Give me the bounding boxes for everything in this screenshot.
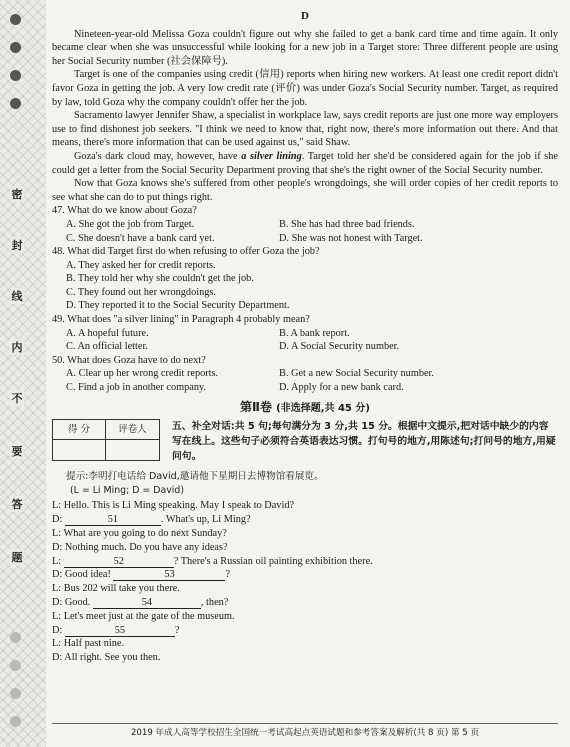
- punch-hole: [10, 632, 21, 643]
- score-cell[interactable]: [53, 440, 106, 460]
- page-footer: 2019 年成人高等学校招生全国统一考试高起点英语试题和参考答案及解析(共 8 页) 第 5 页: [52, 723, 558, 738]
- passage-paragraph-4: [52, 150, 558, 177]
- option-d[interactable]: D. Apply for a new bank card.: [279, 382, 404, 394]
- blank-53[interactable]: 53: [113, 569, 225, 581]
- blank-54[interactable]: 54: [93, 597, 201, 609]
- line-text: L: Let's meet just at the gate of the museum.: [52, 610, 235, 622]
- line-text: D: All right. See you then.: [52, 652, 161, 664]
- passage-paragraph-1: Nineteen-year-old Melissa Goza couldn't figure out why she failed to get a bank card time and time again. It only became clear when she was unsuccessful while looking for a new job in a Target store: Three different people are using her Social Security number (社会保障号).: [52, 28, 558, 67]
- option-a[interactable]: A. She got the job from Target.: [66, 218, 195, 230]
- dialogue-hint: 提示:李明打电话给 David,邀请他下星期日去博物馆看展览。: [66, 471, 324, 483]
- option-b[interactable]: B. A bank report.: [279, 327, 350, 339]
- passage-paragraph-2: Target is one of the companies using credit (信用) reports when hiring new workers. At least one credit report didn't favor Goza in getting the job. A very low credit rate (评价) was under Goza's Social Security number. Target, as required by law, told Goza why the company couldn't offer her the job.: [52, 69, 558, 108]
- option-b[interactable]: B. They told her why she couldn't get the job.: [66, 273, 254, 285]
- punch-hole: [10, 716, 21, 727]
- dialogue-line: [52, 637, 558, 651]
- part-2-title-main: 第Ⅱ卷: [240, 399, 272, 414]
- p4-text: . Target told her she'd be considered again for the job if she could get a letter from the Social Security Department proving that she's the right owner of the Social Security number.: [52, 150, 559, 176]
- dialogue-line: [52, 610, 558, 624]
- option-a[interactable]: A. Clear up her wrong credit reports.: [66, 368, 219, 380]
- seal-char: 不: [11, 392, 23, 405]
- option-c[interactable]: C. They found out her wrongdoings.: [66, 286, 216, 298]
- dialogue-line: [52, 568, 558, 582]
- line-text: D: Nothing much. Do you have any ideas?: [52, 541, 228, 553]
- binding-margin: [0, 0, 46, 747]
- line-text: ?: [225, 569, 231, 581]
- line-text: . What's up, Li Ming?: [160, 514, 251, 526]
- option-d[interactable]: D. A Social Security number.: [279, 341, 400, 353]
- option-c[interactable]: C. She doesn't have a bank card yet.: [66, 232, 215, 244]
- question-48: [52, 245, 558, 313]
- dialogue-line: [52, 624, 558, 638]
- option-a[interactable]: A. A hopeful future.: [66, 327, 149, 339]
- dialogue-line: [52, 541, 558, 555]
- dialogue-line: [52, 513, 558, 527]
- question-stem: 48. What did Target first do when refusing to offer Goza the job?: [52, 246, 320, 258]
- option-d[interactable]: D. They reported it to the Social Security Department.: [66, 300, 290, 312]
- line-text: D: Good idea!: [52, 569, 114, 581]
- dialogue-line: [52, 555, 558, 569]
- line-text: , then?: [200, 596, 229, 608]
- dialogue-line: [52, 582, 558, 596]
- line-text: L: Hello. This is Li Ming speaking. May I speak to David?: [52, 500, 295, 512]
- dialogue-line: [52, 527, 558, 541]
- line-text: D:: [52, 624, 65, 636]
- line-text: L: What are you going to do next Sunday?: [52, 528, 227, 539]
- dialogue: [52, 499, 558, 665]
- line-text: D: Good.: [52, 596, 93, 608]
- section-letter: D: [301, 10, 309, 22]
- seal-char: 线: [11, 290, 23, 303]
- question-stem: 47. What do we know about Goza?: [52, 205, 197, 217]
- dialogue-line: [52, 596, 558, 610]
- score-label: 得 分: [53, 420, 106, 440]
- blank-51[interactable]: 51: [65, 514, 161, 526]
- punch-hole: [10, 14, 21, 25]
- option-c[interactable]: C. An official letter.: [66, 341, 148, 353]
- question-47: [52, 204, 558, 245]
- punch-hole: [10, 70, 21, 81]
- exam-page: [52, 10, 558, 665]
- p4-text: Goza's dark cloud may, however, have: [74, 150, 242, 162]
- score-box: [52, 419, 160, 461]
- passage-paragraph-5: Now that Goza knows she's suffered from other people's wrongdoings, she will order copies of her credit reports to see what she can do to put things right.: [52, 178, 558, 203]
- seal-char: 题: [11, 551, 23, 564]
- seal-char: 密: [11, 188, 23, 201]
- part-2-title: [52, 401, 558, 416]
- blank-55[interactable]: 55: [65, 625, 175, 637]
- passage-paragraph-3: Sacramento lawyer Jennifer Shaw, a specialist in workplace law, says credit reports are just one more way employers use to find dishonest job seekers. "I think we need to know that, right now, there's more information out there. And that means, there's more information that can be used against us," said Shaw.: [52, 110, 558, 149]
- line-text: D:: [52, 514, 65, 526]
- punch-hole: [10, 660, 21, 671]
- question-stem: 50. What does Goza have to do next?: [52, 354, 206, 366]
- score-row: [52, 419, 558, 464]
- dialogue-speakers: (L = Li Ming; D = David): [70, 484, 184, 496]
- punch-hole: [10, 688, 21, 699]
- seal-char: 封: [11, 239, 23, 252]
- grader-label: 评卷人: [106, 420, 159, 440]
- option-a[interactable]: A. They asked her for credit reports.: [66, 259, 216, 271]
- blank-52[interactable]: 52: [64, 556, 174, 568]
- silver-lining-phrase: a silver lining: [241, 150, 302, 162]
- dialogue-line: [52, 499, 558, 513]
- line-text: L:: [52, 555, 64, 567]
- question-50: [52, 354, 558, 395]
- option-b[interactable]: B. Get a new Social Security number.: [279, 368, 434, 380]
- punch-hole: [10, 98, 21, 109]
- question-stem: 49. What does "a silver lining" in Paragraph 4 probably mean?: [52, 314, 310, 326]
- dialogue-line: [52, 651, 558, 665]
- option-c[interactable]: C. Find a job in another company.: [66, 382, 207, 394]
- punch-hole: [10, 42, 21, 53]
- question-49: [52, 313, 558, 354]
- grader-cell[interactable]: [106, 440, 159, 460]
- option-d[interactable]: D. She was not honest with Target.: [279, 232, 423, 244]
- seal-char: 答: [11, 498, 23, 511]
- line-text: L: Half past nine.: [52, 638, 125, 650]
- option-b[interactable]: B. She has had three bad friends.: [279, 218, 415, 230]
- line-text: ?: [174, 624, 180, 636]
- seal-char: 内: [11, 341, 23, 354]
- line-text: ? There's a Russian oil painting exhibition there.: [173, 555, 373, 567]
- part-2-subtitle: (非选择题,共 45 分): [276, 402, 370, 414]
- seal-char: 要: [11, 445, 23, 458]
- section-5-instructions: 五、补全对话:共 5 句;每句满分为 3 分,共 15 分。根据中文提示,把对话中缺少的内容写在线上。这些句子必须符合英语表达习惯。打句号的地方,用陈述句;打问号的地方,用疑问句。: [172, 421, 556, 463]
- line-text: L: Bus 202 will take you there.: [52, 583, 180, 595]
